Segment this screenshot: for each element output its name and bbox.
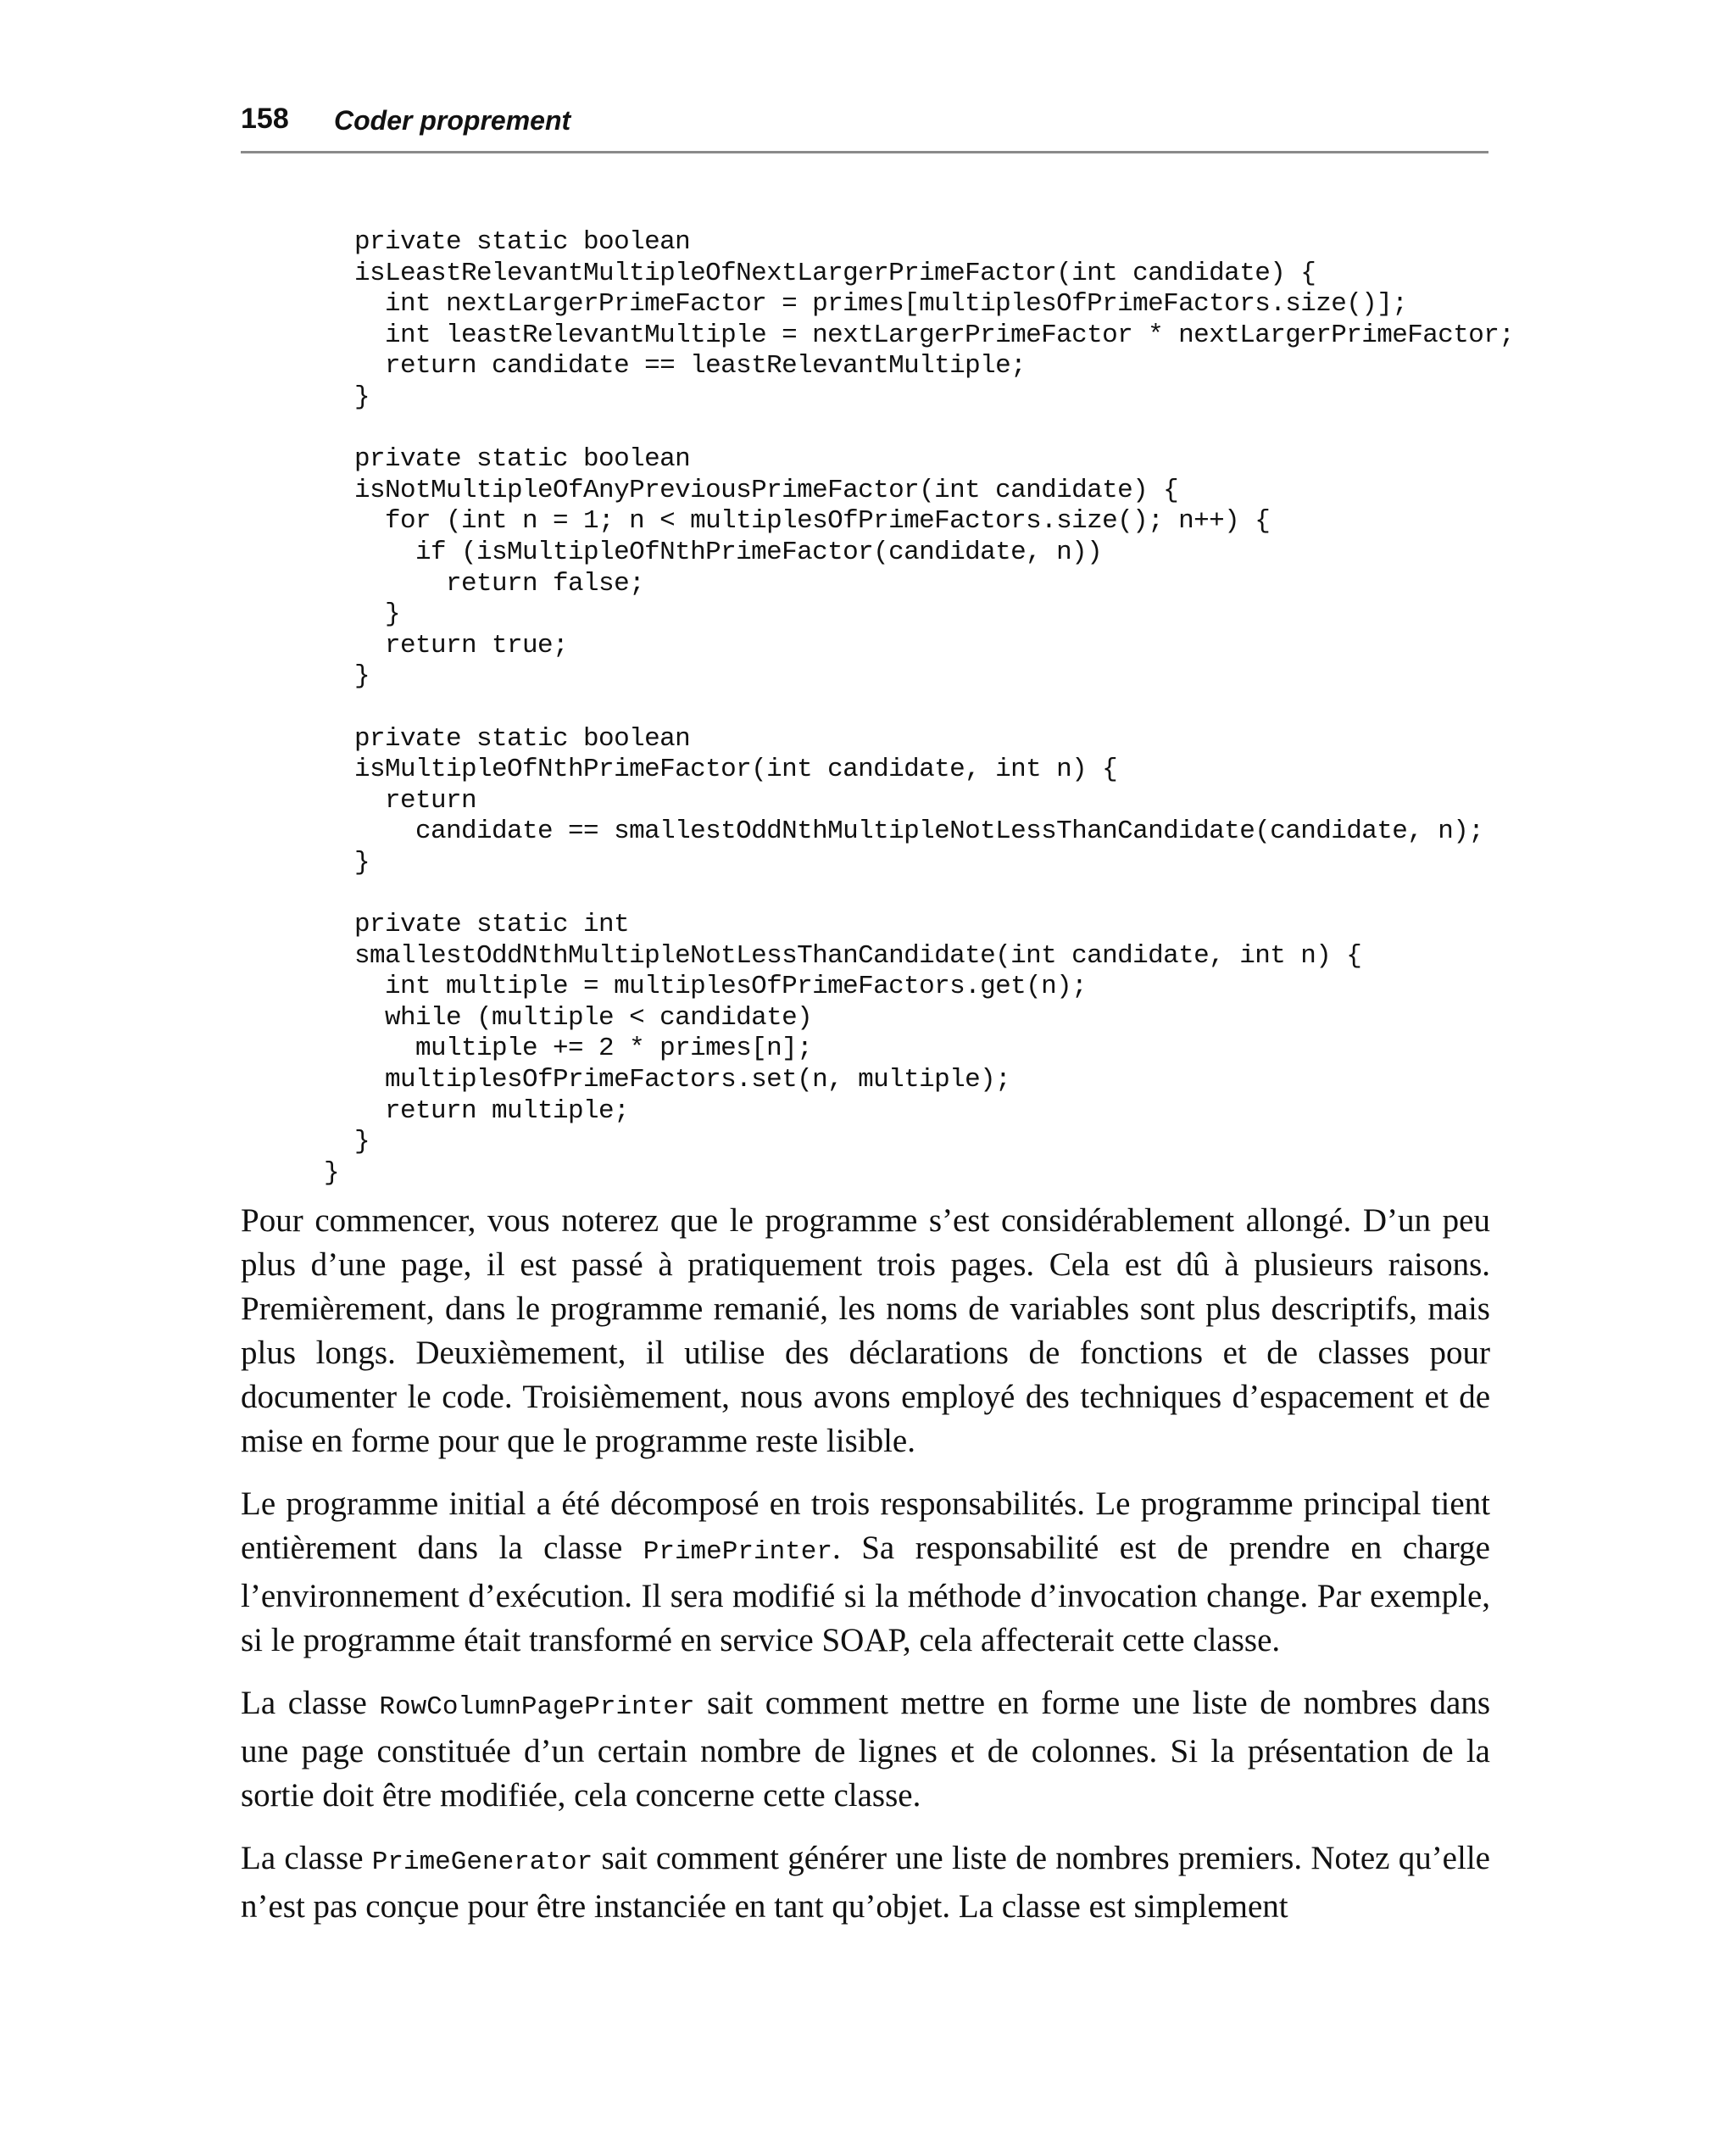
paragraph-2	[241, 1482, 1490, 1663]
paragraph-1-text: Pour commencer, vous noterez que le programme s’est considérablement allongé. D’un peu plus d’une page, il est passé à pratiquement trois pages. Cela est dû à plusieurs raisons. Premièrement, dans le programme remanié, les noms de variables sont plus descriptifs, mais plus longs. Deuxièmement, il utilise des déclarations de fonctions et de classes pour documenter le code. Troisièmement, nous avons employé des techniques d’espacement et de mise en forme pour que le programme reste lisible.	[241, 1202, 1490, 1459]
code-line: return	[293, 785, 477, 816]
paragraph-3-text-a: La classe	[241, 1685, 380, 1721]
paragraph-3	[241, 1681, 1490, 1818]
body-text	[241, 1199, 1490, 1948]
code-line	[293, 693, 1514, 724]
code-line: multiplesOfPrimeFactors.set(n, multiple);	[293, 1065, 1011, 1095]
running-title: Coder proprement	[334, 105, 571, 136]
code-line: isMultipleOfNthPrimeFactor(int candidate, int n) {	[293, 755, 1118, 785]
code-line: private static int	[293, 910, 630, 940]
code-line: isNotMultipleOfAnyPreviousPrimeFactor(int candidate) {	[293, 475, 1179, 505]
code-line: smallestOddNthMultipleNotLessThanCandidate(int candidate, int n) {	[293, 940, 1362, 971]
code-line: return false;	[293, 568, 645, 599]
code-line: candidate == smallestOddNthMultipleNotLessThanCandidate(candidate, n);	[293, 816, 1484, 847]
paragraph-3-text-b: sait comment mettre en forme une liste de nombres dans une page constituée d’un certain nombre de lignes et de colonnes. Si la présentation de la sortie doit être modifiée, cela concerne cette classe.	[241, 1685, 1490, 1814]
code-listing	[293, 227, 1514, 1189]
paragraph-2-text-b: . Sa responsabilité est de prendre en charge l’environnement d’exécution. Il sera modifié si la méthode d’invocation change. Par exemple, si le programme était transformé en service SOAP, cela affecterait cette classe.	[241, 1530, 1490, 1658]
paragraph-4	[241, 1836, 1490, 1929]
code-line: int nextLargerPrimeFactor = primes[multiplesOfPrimeFactors.size()];	[293, 289, 1408, 320]
paragraph-4-text-a: La classe	[241, 1840, 372, 1876]
inline-code-rowcolumnpageprinter: RowColumnPagePrinter	[379, 1692, 695, 1722]
inline-code-primeprinter: PrimePrinter	[643, 1537, 832, 1567]
code-line: return true;	[293, 630, 569, 660]
code-line	[293, 414, 1514, 445]
code-line: return multiple;	[293, 1095, 630, 1126]
page-header	[241, 98, 1488, 153]
code-line: private static boolean	[293, 227, 691, 257]
paragraph-2-text-a: Le programme initial a été décomposé en trois responsabilités. Le programme principal tient entièrement dans la classe	[241, 1485, 1490, 1566]
code-line: while (multiple < candidate)	[293, 1002, 813, 1033]
code-line: }	[293, 1157, 340, 1188]
code-line: isLeastRelevantMultipleOfNextLargerPrimeFactor(int candidate) {	[293, 258, 1316, 288]
paragraph-1	[241, 1199, 1490, 1463]
code-line: for (int n = 1; n < multiplesOfPrimeFactors.size(); n++) {	[293, 506, 1271, 537]
code-line: }	[293, 382, 370, 412]
inline-code-primegenerator: PrimeGenerator	[371, 1847, 593, 1877]
code-line	[293, 878, 1514, 910]
paragraph-4-text-b: sait comment générer une liste de nombres premiers. Notez qu’elle n’est pas conçue pour être instanciée en tant qu’objet. La classe est simplement	[241, 1840, 1490, 1925]
code-line: private static boolean	[293, 723, 691, 754]
code-line: }	[293, 599, 401, 630]
code-line: multiple += 2 * primes[n];	[293, 1034, 813, 1064]
code-line: }	[293, 847, 370, 878]
code-line: }	[293, 1127, 370, 1157]
code-line: private static boolean	[293, 444, 691, 475]
code-line: int leastRelevantMultiple = nextLargerPrimeFactor * nextLargerPrimeFactor;	[293, 320, 1515, 350]
code-line: return candidate == leastRelevantMultiple;	[293, 351, 1027, 382]
code-line: }	[293, 661, 370, 692]
code-line: if (isMultipleOfNthPrimeFactor(candidate, n))	[293, 537, 1103, 567]
code-line: int multiple = multiplesOfPrimeFactors.get(n);	[293, 972, 1088, 1002]
page-number: 158	[241, 103, 289, 135]
